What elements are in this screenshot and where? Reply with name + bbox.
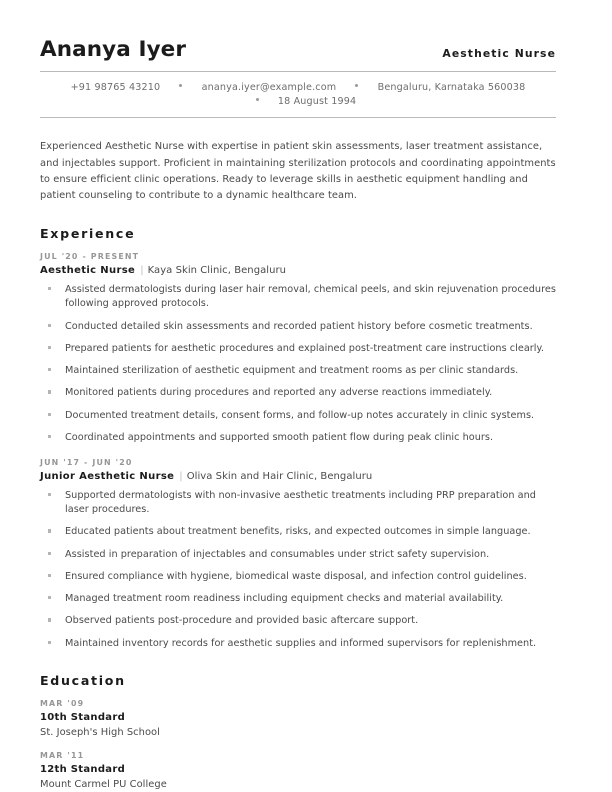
bullet-text: Supported dermatologists with non-invasive aesthetic treatments including PRP preparation and laser procedures. xyxy=(65,489,536,516)
experience-organization: Oliva Skin and Hair Clinic, Bengaluru xyxy=(186,470,373,482)
bullet-marker-icon xyxy=(48,368,51,371)
education-degree: 12th Standard xyxy=(40,764,126,776)
list-item xyxy=(40,364,556,379)
education-school: St. Joseph's High School xyxy=(40,727,160,739)
bullet-marker-icon xyxy=(48,413,51,416)
list-item xyxy=(40,489,556,518)
dot-separator-icon xyxy=(355,84,358,87)
section-title-education: Education xyxy=(40,673,126,689)
education-school: Mount Carmel PU College xyxy=(40,779,167,791)
contact-birthdate: 18 August 1994 xyxy=(277,95,357,107)
bullet-text: Prepared patients for aesthetic procedures and explained post-treatment care instructions clearly. xyxy=(65,342,545,354)
bullet-marker-icon xyxy=(48,596,51,599)
list-item xyxy=(40,431,556,446)
list-item xyxy=(40,637,556,652)
contact-phone[interactable]: +91 98765 43210 xyxy=(70,81,161,93)
section-title-experience: Experience xyxy=(40,225,136,241)
bullet-text: Assisted in preparation of injectables and consumables under strict safety supervision. xyxy=(65,548,490,560)
bullet-marker-icon xyxy=(48,552,51,555)
candidate-name: Ananya Iyer xyxy=(40,37,187,62)
education-date: MAR '11 xyxy=(40,751,85,761)
list-item xyxy=(40,342,556,357)
education-degree: 10th Standard xyxy=(40,712,126,724)
bullet-text: Conducted detailed skin assessments and recorded patient history before cosmetic treatments. xyxy=(65,320,533,332)
experience-role: Aesthetic Nurse xyxy=(40,264,136,276)
experience-bullet-list xyxy=(40,489,556,652)
list-item xyxy=(40,614,556,629)
experience-heading xyxy=(40,265,556,276)
education-entry xyxy=(40,751,556,790)
experience-entry xyxy=(40,252,556,446)
bullet-text: Ensured compliance with hygiene, biomedical waste disposal, and infection control guidelines. xyxy=(65,570,527,582)
bullet-text: Monitored patients during procedures and reported any adverse reactions immediately. xyxy=(65,387,493,399)
list-item xyxy=(40,320,556,335)
bullet-text: Educated patients about treatment benefits, risks, and expected outcomes in simple language. xyxy=(65,526,531,538)
experience-organization: Kaya Skin Clinic, Bengaluru xyxy=(147,264,287,276)
dot-separator-icon xyxy=(179,84,182,87)
education-entry xyxy=(40,699,556,738)
bullet-marker-icon xyxy=(48,529,51,532)
bullet-text: Observed patients post-procedure and provided basic aftercare support. xyxy=(65,615,419,627)
bullet-marker-icon xyxy=(48,574,51,577)
professional-summary: Experienced Aesthetic Nurse with expertise in patient skin assessments, laser treatment assistance, and injectables support. Proficient in maintaining sterilization protocols and coordinating appointments to ensure efficient clinic operations. Ready to leverage skills in aesthetic equipment handling and patient counseling to contribute to a dynamic healthcare team. xyxy=(40,141,556,201)
list-item xyxy=(40,525,556,540)
bullet-marker-icon xyxy=(48,493,51,496)
experience-date: JUN '17 - JUN '20 xyxy=(40,457,133,467)
experience-heading xyxy=(40,471,556,482)
bullet-text: Coordinated appointments and supported smooth patient flow during peak clinic hours. xyxy=(65,431,494,443)
experience-role: Junior Aesthetic Nurse xyxy=(40,470,175,482)
header-divider-bottom xyxy=(40,117,556,118)
role-org-separator: | xyxy=(179,470,183,482)
contact-line-primary xyxy=(40,81,556,95)
list-item xyxy=(40,548,556,563)
bullet-text: Maintained sterilization of aesthetic equipment and treatment rooms as per clinic standards. xyxy=(65,365,519,377)
experience-date: JUL '20 - PRESENT xyxy=(40,251,140,261)
bullet-text: Assisted dermatologists during laser hair removal, chemical peels, and skin rejuvenation procedures following approved protocols. xyxy=(65,283,556,310)
contact-line-secondary xyxy=(40,95,556,109)
list-item xyxy=(40,283,556,312)
list-item xyxy=(40,570,556,585)
bullet-marker-icon xyxy=(48,324,51,327)
bullet-marker-icon xyxy=(48,435,51,438)
resume-header xyxy=(40,38,556,62)
contact-block xyxy=(40,81,556,109)
list-item xyxy=(40,409,556,424)
dot-separator-icon xyxy=(256,98,259,101)
experience-entry xyxy=(40,458,556,652)
list-item xyxy=(40,592,556,607)
bullet-marker-icon xyxy=(48,618,51,621)
bullet-marker-icon xyxy=(48,641,51,644)
header-divider-top xyxy=(40,71,556,72)
list-item xyxy=(40,386,556,401)
contact-email[interactable]: ananya.iyer@example.com xyxy=(201,81,337,93)
bullet-marker-icon xyxy=(48,346,51,349)
bullet-text: Maintained inventory records for aesthetic supplies and informed supervisors for replenishment. xyxy=(65,637,537,649)
role-org-separator: | xyxy=(140,264,144,276)
bullet-marker-icon xyxy=(48,287,51,290)
experience-bullet-list xyxy=(40,283,556,446)
education-date: MAR '09 xyxy=(40,699,85,709)
bullet-text: Documented treatment details, consent forms, and follow-up notes accurately in clinic systems. xyxy=(65,409,535,421)
bullet-text: Managed treatment room readiness including equipment checks and material availability. xyxy=(65,593,504,605)
candidate-headline: Aesthetic Nurse xyxy=(442,46,556,60)
contact-location: Bengaluru, Karnataka 560038 xyxy=(377,81,526,93)
bullet-marker-icon xyxy=(48,390,51,393)
